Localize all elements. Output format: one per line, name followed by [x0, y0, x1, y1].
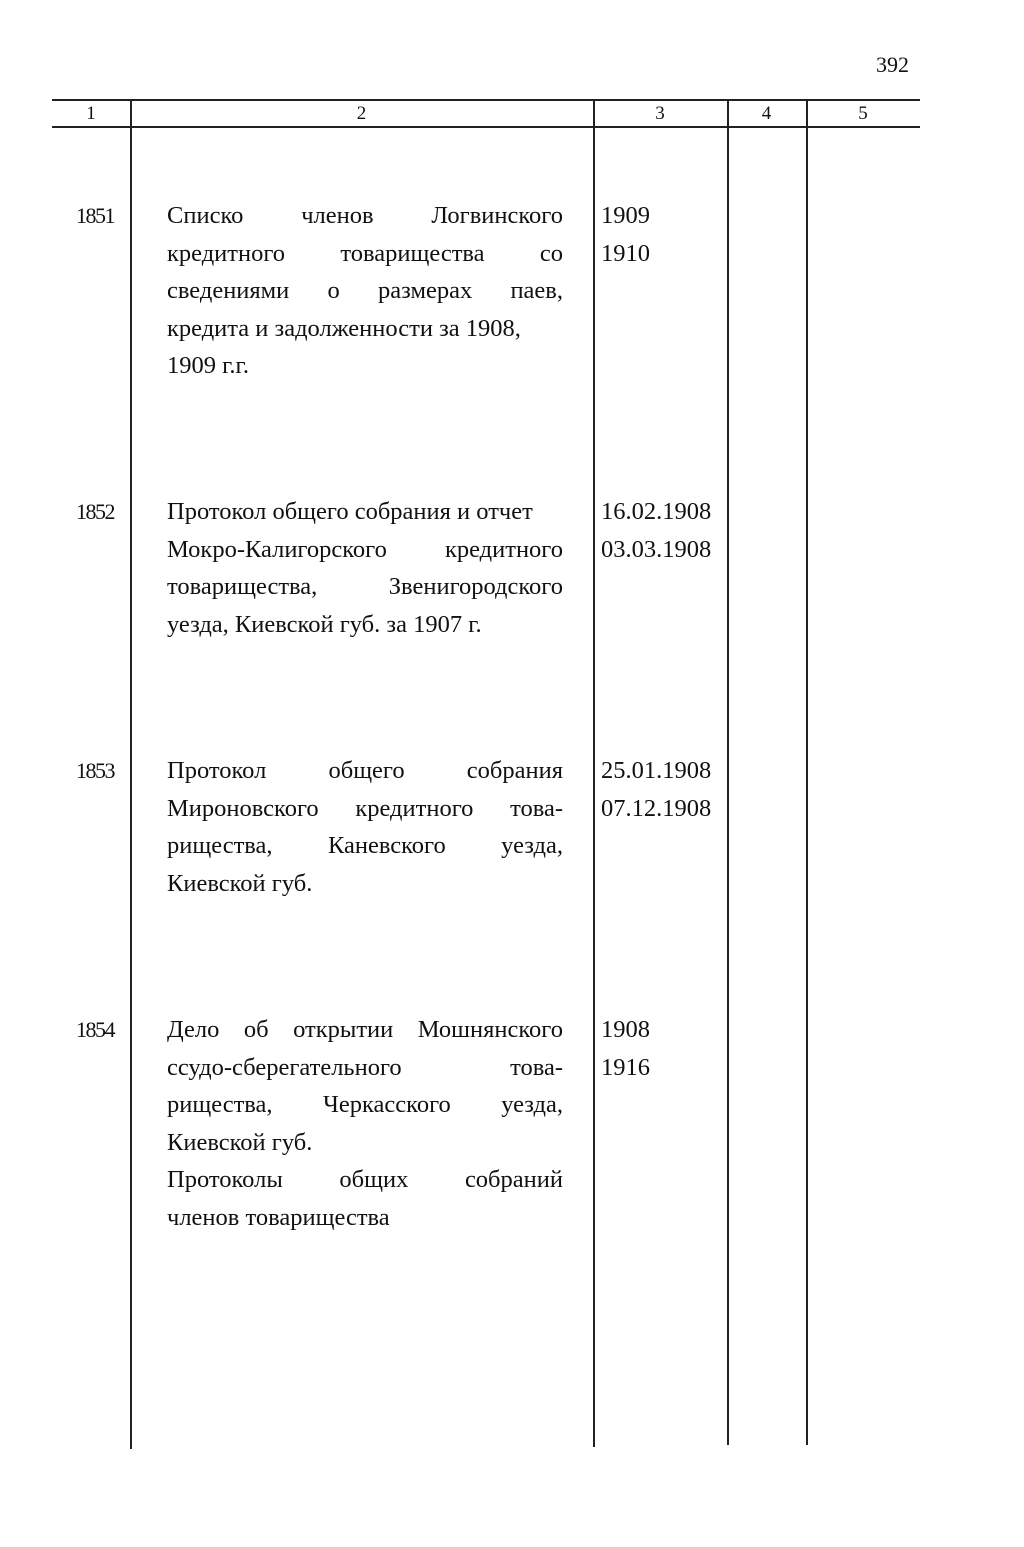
description-line: кредитного товарищества со	[167, 239, 563, 267]
record-description	[167, 197, 563, 385]
record-dates	[601, 1011, 650, 1086]
record-number: 1851	[76, 203, 114, 228]
description-line: кредита и задолженности за 1908,	[167, 314, 521, 342]
record-dates	[601, 752, 711, 827]
description-line: Протоколы общих собраний	[167, 1166, 563, 1193]
column-header-1: 1	[86, 103, 96, 124]
record-dates	[601, 197, 650, 272]
description-line: Киевской губ.	[167, 869, 313, 897]
record-description	[167, 1011, 563, 1236]
description-line: Мокро-Калигорского кредитного	[167, 535, 563, 563]
description-line: сведениями о размерах паев,	[167, 277, 563, 304]
column-header-5: 5	[858, 103, 868, 124]
description-line: рищества, Каневского уезда,	[167, 832, 563, 859]
header-top-rule	[52, 99, 920, 101]
column-header-4: 4	[761, 103, 772, 124]
date-value: 25.01.1908	[601, 757, 712, 784]
description-line: Дело об открытии Мошнянского	[167, 1016, 563, 1043]
header-bottom-rule	[52, 126, 920, 128]
description-line: ссудо-сберегательного това-	[167, 1053, 563, 1081]
column-divider	[806, 99, 808, 1445]
date-value: 16.02.1908	[601, 498, 712, 525]
column-divider	[727, 99, 729, 1445]
record-description	[167, 493, 563, 643]
column-header-3: 3	[655, 103, 665, 124]
description-line: 1909 г.г.	[167, 352, 249, 379]
column-divider	[130, 99, 132, 1449]
page-number: 392	[876, 52, 909, 77]
description-line: Списко членов Логвинского	[167, 202, 563, 229]
description-line: членов товарищества	[167, 1203, 390, 1231]
record-number: 1852	[76, 499, 114, 524]
description-line: Мироновского кредитного това-	[167, 794, 563, 822]
date-value: 1909	[601, 202, 650, 229]
description-line: Киевской губ.	[167, 1128, 313, 1156]
column-divider	[593, 99, 595, 1447]
date-value: 07.12.1908	[601, 794, 712, 822]
date-value: 1908	[601, 1016, 650, 1043]
record-description	[167, 752, 563, 902]
record-number: 1853	[76, 758, 114, 783]
date-value: 1910	[601, 239, 650, 267]
date-value: 1916	[601, 1053, 650, 1081]
column-header-2: 2	[356, 103, 367, 124]
description-line: рищества, Черкасского уезда,	[167, 1091, 563, 1118]
description-line: уезда, Киевской губ. за 1907 г.	[167, 610, 482, 638]
description-line: Протокол общего собрания	[167, 757, 563, 784]
description-line: товарищества, Звенигородского	[167, 573, 563, 600]
description-line: Протокол общего собрания и отчет	[167, 498, 533, 525]
date-value: 03.03.1908	[601, 535, 712, 563]
record-number: 1854	[76, 1017, 114, 1042]
record-dates	[601, 493, 711, 568]
